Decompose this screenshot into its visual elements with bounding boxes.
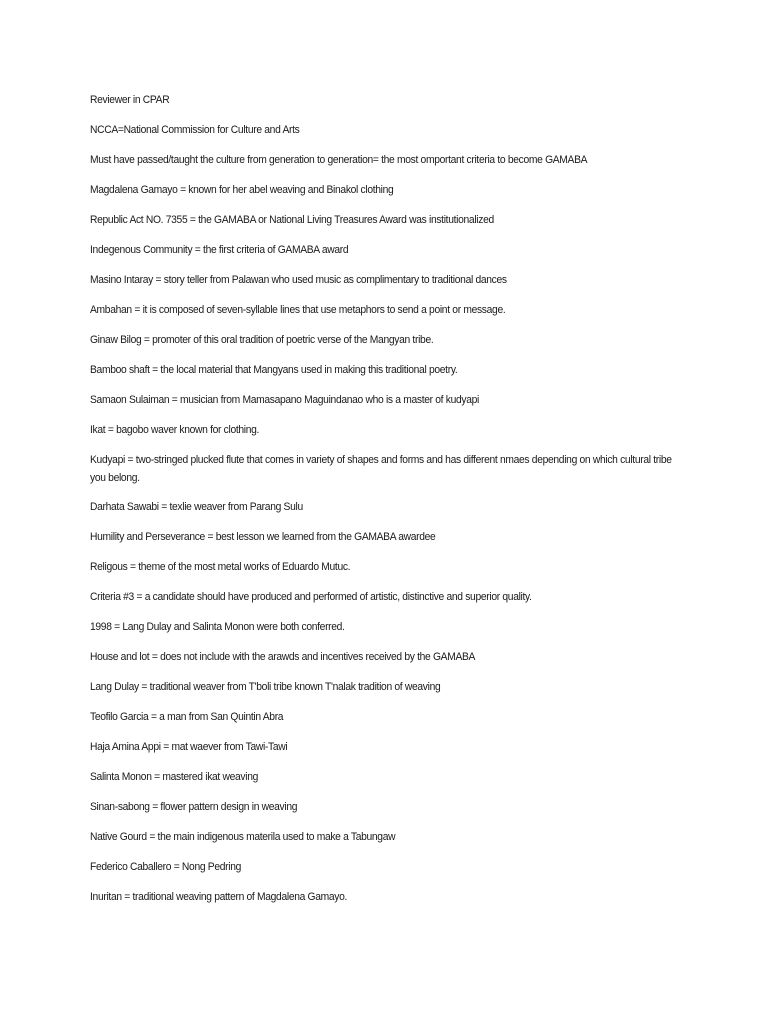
reviewer-line-15: Religous = theme of the most metal works of Eduardo Mutuc. <box>90 561 351 573</box>
reviewer-line-21: Haja Amina Appi = mat waever from Tawi-Tawi <box>90 741 288 753</box>
reviewer-line-4: Republic Act NO. 7355 = the GAMABA or National Living Treasures Award was institutionalized <box>90 214 494 226</box>
reviewer-line-24: Native Gourd = the main indigenous materila used to make a Tabungaw <box>90 831 396 843</box>
reviewer-line-13: Darhata Sawabi = texlie weaver from Parang Sulu <box>90 501 303 513</box>
reviewer-line-16: Criteria #3 = a candidate should have produced and performed of artistic, distinctive and superior quality. <box>90 591 532 603</box>
reviewer-line-10: Samaon Sulaiman = musician from Mamasapano Maguindanao who is a master of kudyapi <box>90 394 479 406</box>
reviewer-line-14: Humility and Perseverance = best lesson we learned from the GAMABA awardee <box>90 531 436 543</box>
reviewer-line-19: Lang Dulay = traditional weaver from T'boli tribe known T'nalak tradition of weaving <box>90 681 441 693</box>
reviewer-line-25: Federico Caballero = Nong Pedring <box>90 861 242 873</box>
reviewer-line-20: Teofilo Garcia = a man from San Quintin Abra <box>90 711 284 723</box>
reviewer-line-11: Ikat = bagobo waver known for clothing. <box>90 424 260 436</box>
reviewer-line-8: Ginaw Bilog = promoter of this oral tradition of poetric verse of the Mangyan tribe. <box>90 334 434 346</box>
reviewer-line-18: House and lot = does not include with the arawds and incentives received by the GAMABA <box>90 651 476 663</box>
reviewer-line-9: Bamboo shaft = the local material that Mangyans used in making this traditional poetry. <box>90 364 458 376</box>
reviewer-line-22: Salinta Monon = mastered ikat weaving <box>90 771 259 783</box>
reviewer-line-23: Sinan-sabong = flower pattern design in weaving <box>90 801 298 813</box>
reviewer-line-17: 1998 = Lang Dulay and Salinta Monon were both conferred. <box>90 621 345 633</box>
reviewer-line-1: NCCA=National Commission for Culture and Arts <box>90 124 300 136</box>
document-title: Reviewer in CPAR <box>90 94 170 106</box>
reviewer-line-7: Ambahan = it is composed of seven-syllable lines that use metaphors to send a point or message. <box>90 304 506 316</box>
reviewer-line-3: Magdalena Gamayo = known for her abel weaving and Binakol clothing <box>90 184 394 196</box>
reviewer-line-2: Must have passed/taught the culture from generation to generation= the most omportant criteria to become GAMABA <box>90 154 588 166</box>
reviewer-line-12: Kudyapi = two-stringed plucked flute that comes in variety of shapes and forms and has different nmaes depending on which cultural tribe you belong. <box>90 454 672 484</box>
reviewer-line-6: Masino Intaray = story teller from Palawan who used music as complimentary to traditional dances <box>90 274 507 286</box>
reviewer-line-5: Indegenous Community = the first criteria of GAMABA award <box>90 244 349 256</box>
reviewer-line-26: Inuritan = traditional weaving pattern of Magdalena Gamayo. <box>90 891 348 903</box>
